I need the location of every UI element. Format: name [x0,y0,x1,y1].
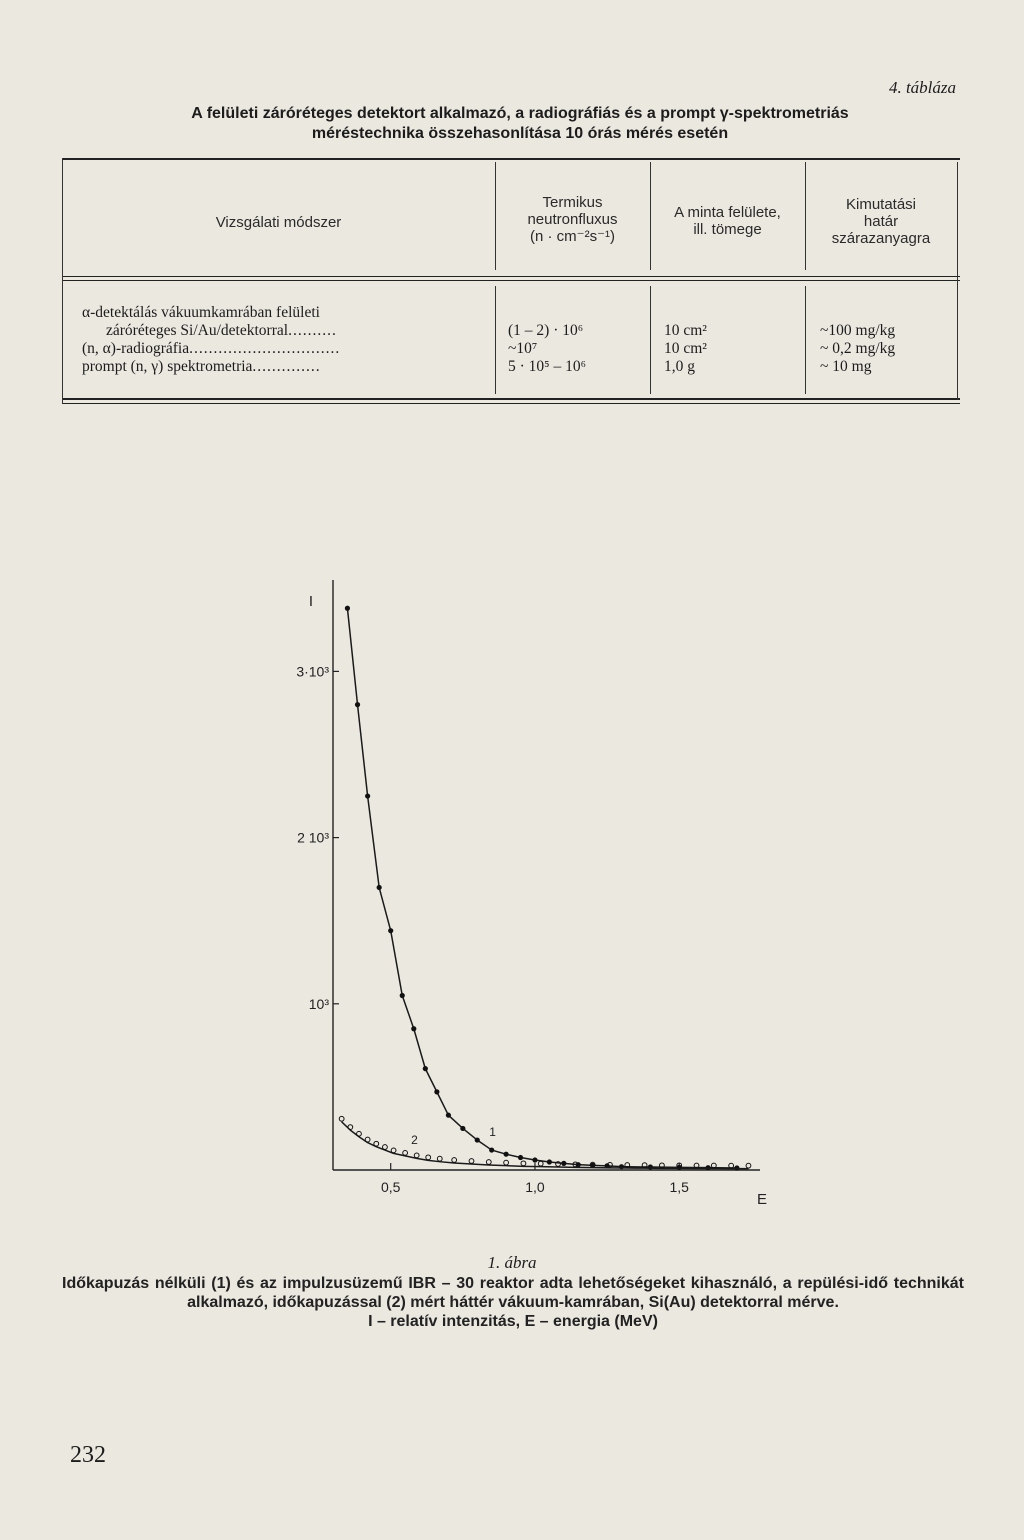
series-2-point [339,1116,344,1121]
header-limit-line3: szárazanyagra [831,230,931,247]
table-left-border [62,158,63,404]
figure-caption [62,1274,964,1331]
y-tick-label: 2 10³ [297,829,329,846]
series-2-label: 2 [411,1132,418,1147]
intensity-energy-chart [250,560,790,1230]
series-1-point [489,1147,494,1152]
header-limit-line2: határ [863,213,899,230]
figure-caption-legend: I – relatív intenzitás, E – energia (MeV) [368,1313,658,1330]
row1-method-text: záróréteges Si/Au/detektorral [106,322,289,339]
series-1-point [355,702,360,707]
series-2-point [437,1156,442,1161]
row1-method-line1: α-detektálás vákuumkamrában felületi [82,304,320,321]
header-limit-line1: Kimutatási [845,196,917,213]
series-1-point [345,606,350,611]
series-2-point [452,1158,457,1163]
series-2-point [504,1160,509,1165]
y-tick-label: 3·10³ [296,663,329,680]
table-header-rule-1 [62,276,960,277]
series-2-point [357,1131,362,1136]
header-flux-line3: (n · cm⁻²s⁻¹) [530,228,615,245]
series-1-point [705,1165,710,1170]
page-number: 232 [70,1442,106,1468]
table-top-rule [62,158,960,160]
table-title-line2: méréstechnika összehasonlítása 10 órás mérés esetén [311,125,729,142]
table-number-label: 4. táblázа [888,78,956,97]
series-2-point [374,1141,379,1146]
series-1-point [460,1126,465,1131]
series-1-point [446,1113,451,1118]
row2-flux: ~10⁷ [508,340,538,357]
row2-surface: 10 cm² [664,340,707,357]
header-surface-line1: A minta felülete, [674,204,781,221]
series-1-point [547,1159,552,1164]
table-bottom-rule-2 [62,403,960,404]
series-1-point [411,1026,416,1031]
series-1-point [475,1137,480,1142]
series-2-point [414,1153,419,1158]
series-2-point [486,1160,491,1165]
series-1-point [400,993,405,998]
series-2-point [403,1150,408,1155]
series-1-point [377,885,382,890]
series-1-point [423,1066,428,1071]
header-surface [650,204,805,238]
row1-flux: (1 – 2) · 10⁶ [508,322,584,339]
series-2-point [469,1159,474,1164]
col-divider-2-body [650,286,651,394]
series-2-point [521,1161,526,1166]
series-1-point [518,1155,523,1160]
series-1-point [561,1161,566,1166]
series-1-point [504,1152,509,1157]
row3-surface: 1,0 g [664,358,695,375]
series-1-point [532,1157,537,1162]
row2-method-text: (n, α)-radiográfia [82,340,190,357]
series-1-point [365,793,370,798]
row2-method [82,340,340,358]
table-title [100,104,940,144]
table-bottom-rule-1 [62,398,960,400]
header-method: Vizsgálati módszer [215,214,342,231]
header-surface-line2: ill. tömege [693,221,762,238]
series-1-point [388,928,393,933]
series-2-point [348,1125,353,1130]
series-2-point [426,1155,431,1160]
row3-leader-dots: .............. [252,358,321,375]
row2-leader-dots: ............................... [189,340,341,357]
series-2-point [365,1137,370,1142]
x-tick-label: 1,0 [525,1179,545,1195]
header-flux-line2: neutronfluxus [527,211,618,228]
row3-limit: ~ 10 mg [820,358,872,375]
row1-surface: 10 cm² [664,322,707,339]
series-2-point [391,1148,396,1153]
row3-method [82,358,321,376]
series-2-point [746,1163,751,1168]
row3-method-text: prompt (n, γ) spektrometria [82,358,253,375]
series-2-point [538,1161,543,1166]
series-1-line [347,608,736,1168]
table-header-rule-2 [62,280,960,281]
header-flux-line1: Termikus [542,194,603,211]
y-tick-label: 10³ [308,995,329,1012]
series-1-point [434,1089,439,1094]
table-right-border [957,162,958,400]
row1-limit: ~100 mg/kg [820,322,896,339]
x-axis-label: E [756,1191,768,1208]
figure-caption-text: Időkapuzás nélküli (1) és az impulzusüzemű IBR – 30 reaktor adta lehetőségeket kihasználó, a repülési-idő technikát alkalmazó, időkapuzással (2) mért háttér vákuum-kamrában, Si(Au) detektorral mérve. [62,1275,964,1311]
row1-leader-dots: .......... [288,322,337,339]
header-limit [805,196,957,247]
row1-method-line2 [106,322,337,340]
comparison-table [62,158,960,406]
figure-label: 1. ábra [487,1253,537,1272]
row2-limit: ~ 0,2 mg/kg [820,340,896,357]
table-title-line1: A felületi záróréteges detektort alkalmazó, a radiográfiás és a prompt γ-spektrometriás [191,105,849,122]
series-2-point [383,1145,388,1150]
header-flux [495,194,650,245]
x-tick-label: 1,5 [669,1179,689,1195]
x-tick-label: 0,5 [380,1179,401,1195]
row3-flux: 5 · 10⁵ – 10⁶ [508,358,586,375]
series-1-label: 1 [489,1125,496,1140]
y-axis-label: I [308,593,314,610]
col-divider-3-body [805,286,806,394]
col-divider-1-body [495,286,496,394]
